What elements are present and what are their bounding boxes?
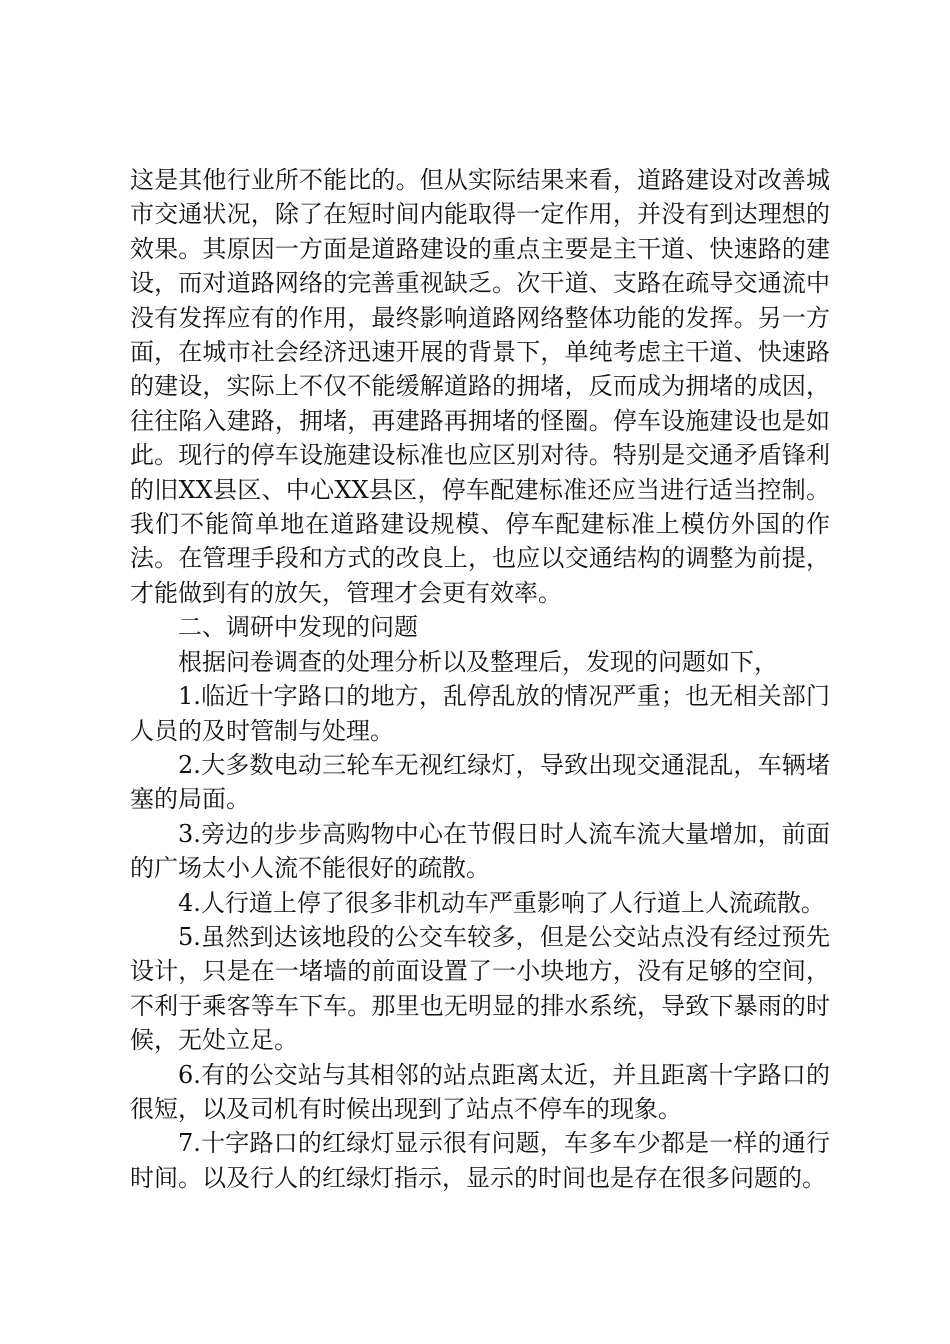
list-item: 3.旁边的步步高购物中心在节假日时人流车流大量增加，前面的广场太小人流不能很好的疏散。 — [130, 819, 830, 883]
lead-sentence: 根据问卷调查的处理分析以及整理后，发现的问题如下， — [178, 647, 778, 676]
intro-paragraph: 这是其他行业所不能比的。但从实际结果来看，道路建设对改善城市交通状况，除了在短时间内能取得一定作用，并没有到达理想的效果。其原因一方面是道路建设的重点主要是主干道、快速路的建设，而对道路网络的完善重视缺乏。次干道、支路在疏导交通流中没有发挥应有的作用，最终影响道路网络整体功能的发挥。另一方面，在城市社会经济迅速开展的背景下，单纯考虑主干道、快速路的建设，实际上不仅不能缓解道路的拥堵，反而成为拥堵的成因，往往陷入建路，拥堵，再建路再拥堵的怪圈。停车设施建设也是如此。现行的停车设施建设标准也应区别对待。特别是交通矛盾锋利的旧XX县区、中心XX县区，停车配建标准还应当进行适当控制。我们不能简单地在道路建设规模、停车配建标准上模仿外国的作法。在管理手段和方式的改良上，也应以交通结构的调整为前提，才能做到有的放矢，管理才会更有效率。 — [130, 166, 830, 607]
list-item: 2.大多数电动三轮车无视红绿灯，导致出现交通混乱，车辆堵塞的局面。 — [130, 750, 830, 814]
list-item: 7.十字路口的红绿灯显示很有问题，车多车少都是一样的通行时间。以及行人的红绿灯指示，显示的时间也是存在很多问题的。 — [130, 1129, 830, 1192]
document-page — [130, 163, 830, 1195]
list-item: 4.人行道上停了很多非机动车严重影响了人行道上人流疏散。 — [178, 888, 825, 917]
list-item: 1.临近十字路口的地方，乱停乱放的情况严重；也无相关部门人员的及时管制与处理。 — [130, 682, 830, 745]
list-item: 5.虽然到达该地段的公交车较多，但是公交站点没有经过预先设计，只是在一堵墙的前面设置了一小块地方，没有足够的空间，不利于乘客等车下车。那里也无明显的排水系统，导致下暴雨的时候，无处立足。 — [130, 922, 830, 1055]
list-item: 6.有的公交站与其相邻的站点距离太近，并且距离十字路口的很短，以及司机有时候出现到了站点不停车的现象。 — [130, 1060, 830, 1123]
section-heading: 二、调研中发现的问题 — [178, 613, 418, 642]
